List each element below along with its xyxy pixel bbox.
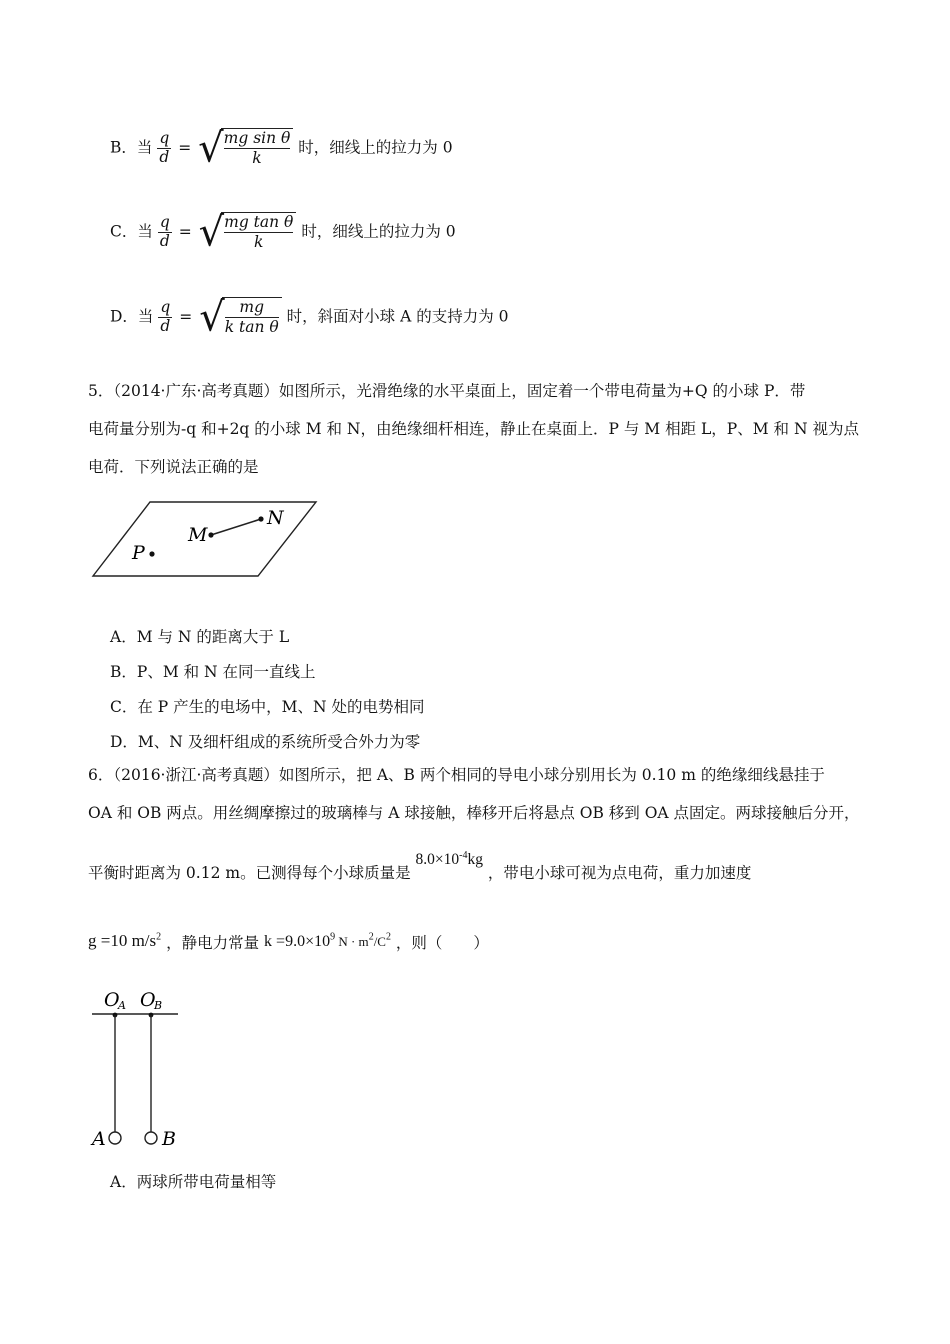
option-suffix: 时，细线上的拉力为 0 xyxy=(301,222,456,241)
q6-stem-line2: OA 和 OB 两点。用丝绸摩擦过的玻璃棒与 A 球接触，棒移开后将悬点 OB 移到 OA 点固定。两球接触后分开， xyxy=(88,804,860,822)
line4-text: ，静电力常量 xyxy=(166,934,260,952)
ball-m-dot xyxy=(208,532,213,537)
fraction xyxy=(158,299,172,336)
ball-p-dot xyxy=(149,551,154,556)
q5-stem-line2: 电荷量分别为-q 和+2q 的小球 M 和 N，由绝缘细杆相连，静止在桌面上．P 与 M 相距 L，P、M 和 N 视为点 xyxy=(88,420,859,438)
option-suffix: 时，斜面对小球 A 的支持力为 0 xyxy=(286,307,509,326)
square-root xyxy=(199,294,282,341)
radicand-numerator: mg xyxy=(225,298,279,318)
label-b: B xyxy=(162,1128,176,1150)
g-expression xyxy=(88,931,161,950)
k-exponent: 9 xyxy=(330,931,336,943)
q5-stem-line3: 电荷．下列说法正确的是 xyxy=(88,458,259,476)
radical-icon: √ xyxy=(198,209,225,256)
square-root xyxy=(198,125,293,172)
radicand-numerator: mg sin θ xyxy=(224,129,291,149)
k-value: k =9.0×10 xyxy=(264,933,331,950)
ball-a xyxy=(109,1132,121,1144)
q4-option-d xyxy=(110,294,509,341)
label-p: P xyxy=(132,542,145,564)
fraction xyxy=(157,130,171,167)
line3-text-end: ，带电小球可视为点电荷，重力加速度 xyxy=(487,864,752,883)
insulating-rod xyxy=(211,519,261,535)
q4-option-b xyxy=(110,125,453,172)
mass-value: 8.0×10 xyxy=(415,851,460,869)
mass-expression xyxy=(416,851,483,868)
label-ob: O xyxy=(140,989,156,1011)
q4-option-c xyxy=(110,209,456,256)
k-unit-2: /C xyxy=(373,934,386,949)
radical-icon: √ xyxy=(199,294,225,341)
ball-n-dot xyxy=(258,516,263,521)
k-unit-exponent: 2 xyxy=(368,931,374,943)
label-n: N xyxy=(267,507,284,529)
label-a: A xyxy=(92,1128,106,1150)
q6-stem-line1: 6．（2016·浙江·高考真题）如图所示，把 A、B 两个相同的导电小球分别用长为 0.10 m 的绝缘细线悬挂于 xyxy=(88,766,825,784)
radicand-denominator: k xyxy=(254,233,264,252)
line3-text: 平衡时距离为 0.12 m。已测得每个小球质量是 xyxy=(88,864,411,883)
square-root xyxy=(198,209,297,256)
fraction-denominator: d xyxy=(159,231,170,250)
equals-sign: = xyxy=(178,223,192,242)
option-label: B．当 xyxy=(110,138,153,157)
g-value: g =10 m/s xyxy=(88,931,157,950)
q5-option-b: B．P、M 和 N 在同一直线上 xyxy=(110,663,316,681)
q5-stem-line1: 5．（2014·广东·高考真题）如图所示，光滑绝缘的水平桌面上，固定着一个带电荷量为+Q 的小球 P．带 xyxy=(88,382,806,400)
q6-figure-pendulums xyxy=(88,986,188,1152)
radicand-numerator: mg tan θ xyxy=(224,213,293,233)
label-m: M xyxy=(188,524,208,546)
option-label: D．当 xyxy=(110,307,154,326)
option-label: C．当 xyxy=(110,222,153,241)
fraction-numerator: q xyxy=(159,129,170,148)
fraction-numerator: q xyxy=(160,298,171,317)
equals-sign: = xyxy=(178,139,192,158)
fraction-denominator: d xyxy=(160,316,171,335)
option-suffix: 时，细线上的拉力为 0 xyxy=(298,138,453,157)
radicand-denominator: k xyxy=(252,149,262,168)
k-unit: N · m xyxy=(335,934,369,949)
q5-option-c: C．在 P 产生的电场中，M、N 处的电势相同 xyxy=(110,698,425,716)
q5-option-a: A．M 与 N 的距离大于 L xyxy=(110,628,290,646)
label-ob-sub: B xyxy=(154,999,163,1012)
radicand-denominator: k tan θ xyxy=(224,318,279,337)
ball-b xyxy=(145,1132,157,1144)
mass-exponent: -4 xyxy=(459,850,468,861)
mass-unit: kg xyxy=(467,851,483,869)
label-oa: O xyxy=(104,989,120,1011)
q5-figure-plane xyxy=(88,496,328,582)
k-unit-2-exponent: 2 xyxy=(385,931,391,943)
equals-sign: = xyxy=(179,308,193,327)
q6-option-a: A．两球所带电荷量相等 xyxy=(110,1173,277,1191)
label-oa-sub: A xyxy=(118,999,126,1012)
q6-stem-line4 xyxy=(88,930,489,956)
k-expression xyxy=(264,933,391,950)
line4-text-end: ，则（ ） xyxy=(395,934,489,952)
fraction xyxy=(158,214,172,251)
fraction-numerator: q xyxy=(159,213,170,232)
radical-icon: √ xyxy=(198,125,224,172)
q5-option-d: D．M、N 及细杆组成的系统所受合外力为零 xyxy=(110,733,421,751)
g-exponent: 2 xyxy=(156,931,162,943)
fraction-denominator: d xyxy=(159,147,170,166)
